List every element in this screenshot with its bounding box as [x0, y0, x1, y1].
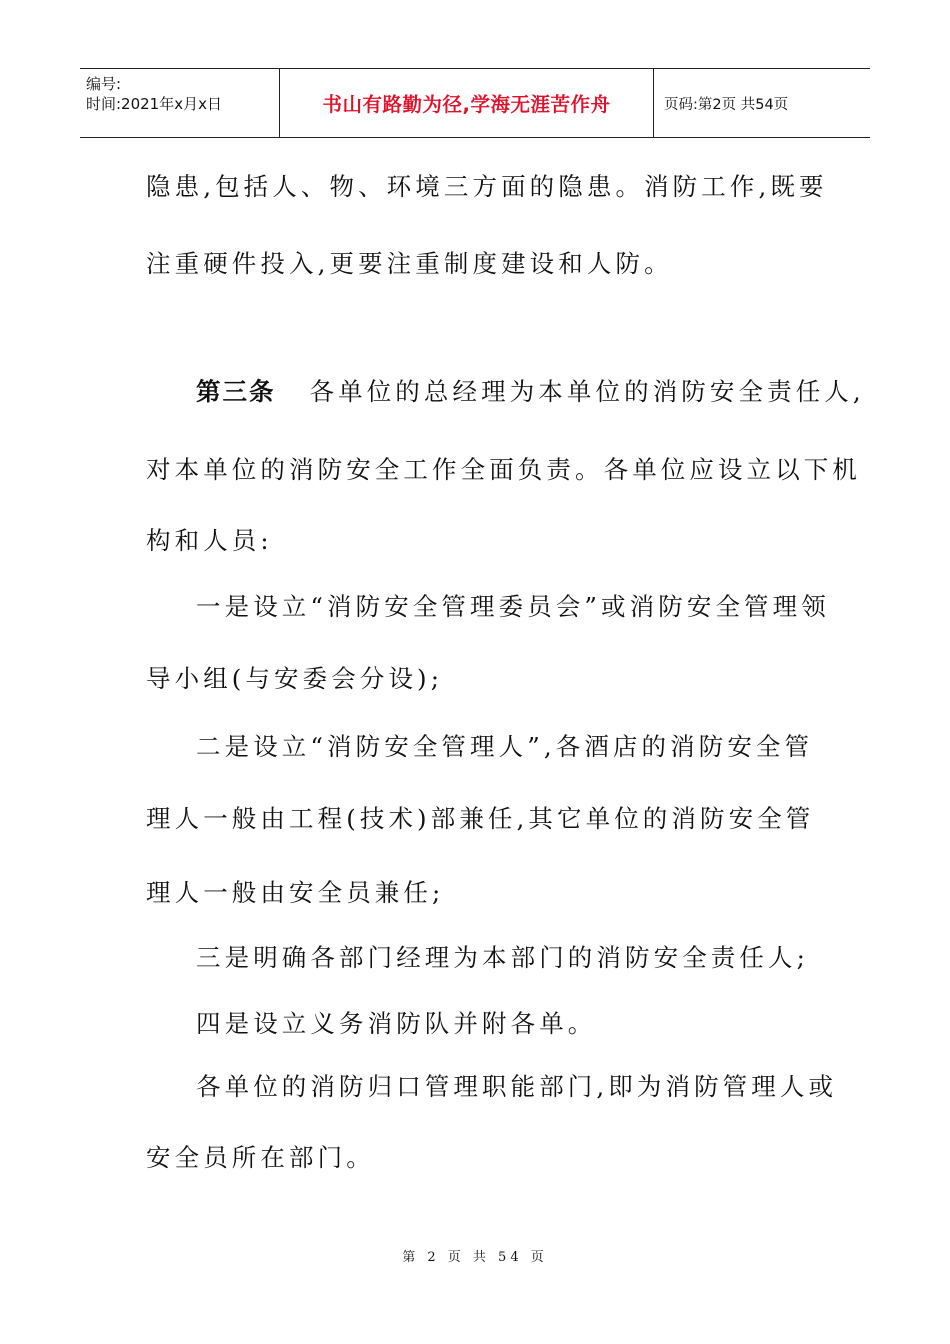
article-title: 第三条	[196, 377, 276, 406]
article-paragraph	[196, 373, 865, 408]
header-meta	[80, 69, 280, 137]
body-line: 四是设立义务消防队并附各单。	[196, 1009, 597, 1038]
motto-text: 书山有路勤为径,学海无涯苦作舟	[322, 93, 611, 116]
body-line: 对本单位的消防安全工作全面负责。各单位应设立以下机	[146, 455, 861, 484]
body-line: 注重硬件投入,更要注重制度建设和人防。	[146, 249, 673, 278]
header-motto-cell	[280, 69, 654, 137]
header-page-info	[654, 69, 870, 137]
body-line: 三是明确各部门经理为本部门的消防安全责任人;	[196, 943, 809, 972]
page-info-text: 页码:第2页 共54页	[664, 96, 789, 113]
body-line: 理人一般由安全员兼任;	[146, 878, 445, 907]
page-header	[80, 68, 870, 138]
body-line: 各单位的总经理为本单位的消防安全责任人,	[309, 377, 865, 406]
body-line: 一是设立“消防安全管理委员会”或消防安全管理领	[196, 592, 830, 621]
body-line: 隐患,包括人、物、环境三方面的隐患。消防工作,既要	[146, 172, 828, 201]
body-line: 二是设立“消防安全管理人”,各酒店的消防安全管	[196, 732, 814, 761]
body-line: 安全员所在部门。	[146, 1143, 375, 1172]
body-line: 各单位的消防归口管理职能部门,即为消防管理人或	[196, 1072, 838, 1101]
time-label: 时间:2021年x月x日	[86, 95, 222, 113]
body-line: 构和人员:	[146, 526, 273, 555]
body-line: 理人一般由工程(技术)部兼任,其它单位的消防安全管	[146, 804, 815, 833]
body-line: 导小组(与安委会分设);	[146, 664, 444, 693]
number-label: 编号:	[86, 75, 122, 93]
page-footer: 第 2 页 共 54 页	[402, 1250, 548, 1265]
